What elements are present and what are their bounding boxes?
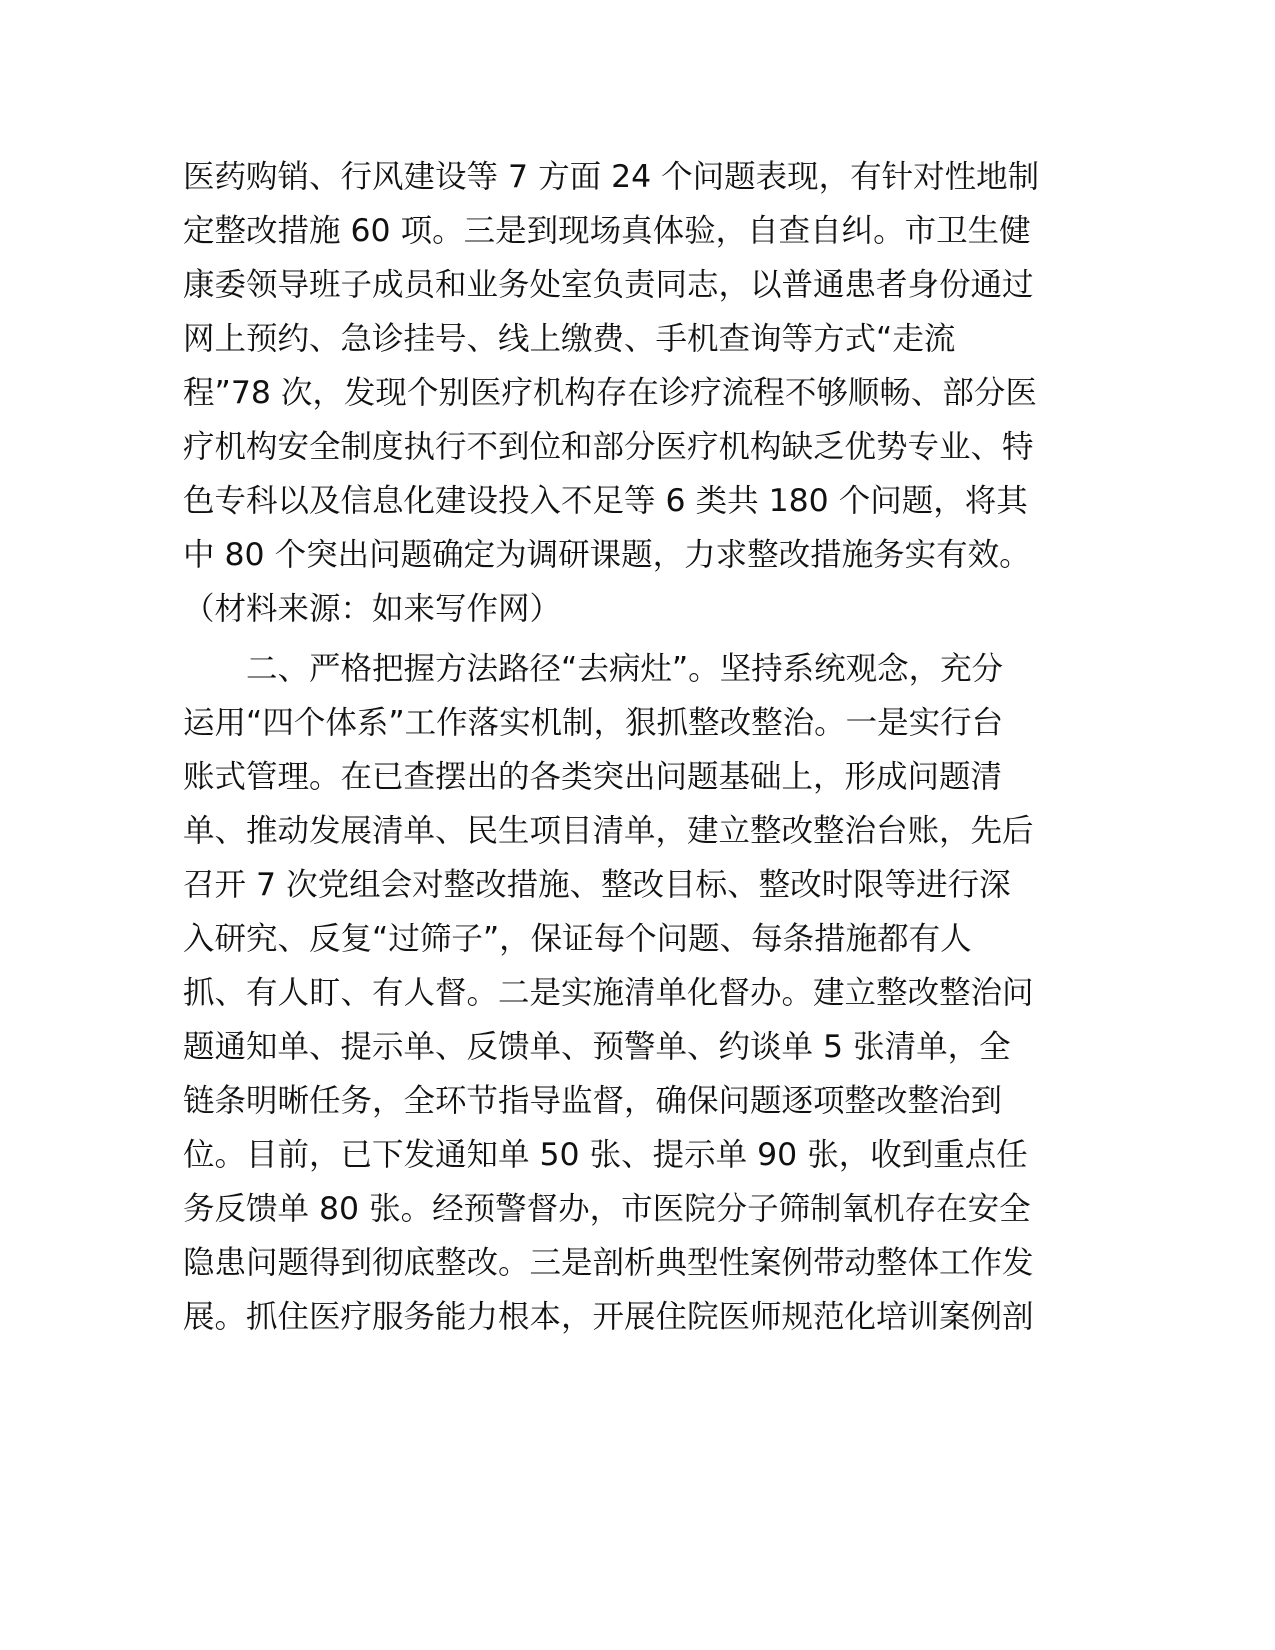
paragraph-2-line: 入研究、反复“过筛子”，保证每个问题、每条措施都有人 (183, 921, 972, 957)
paragraph-1-line: 康委领导班子成员和业务处室负责同志，以普通患者身份通过 (183, 267, 1034, 303)
paragraph-1-line: 网上预约、急诊挂号、线上缴费、手机查询等方式“走流 (183, 321, 956, 357)
paragraph-2-line: 题通知单、提示单、反馈单、预警单、约谈单 5 张清单，全 (183, 1029, 1011, 1065)
paragraph-2-line: 链条明晰任务，全环节指导监督，确保问题逐项整改整治到 (183, 1083, 1003, 1119)
paragraph-1-line: 定整改措施 60 项。三是到现场真体验，自查自纠。市卫生健 (183, 213, 1031, 249)
paragraph-2-line: 抓、有人盯、有人督。二是实施清单化督办。建立整改整治问 (183, 975, 1034, 1011)
paragraph-1 (183, 150, 1063, 636)
paragraph-2-line: 二、严格把握方法路径“去病灶”。坚持系统观念，充分 (246, 651, 1004, 687)
paragraph-2 (183, 642, 1063, 1344)
paragraph-2-line: 位。目前，已下发通知单 50 张、提示单 90 张，收到重点任 (183, 1137, 1028, 1173)
paragraph-2-line: 单、推动发展清单、民生项目清单，建立整改整治台账，先后 (183, 813, 1034, 849)
paragraph-1-line: 疗机构安全制度执行不到位和部分医疗机构缺乏优势专业、特 (183, 429, 1034, 465)
paragraph-2-line: 召开 7 次党组会对整改措施、整改目标、整改时限等进行深 (183, 867, 1011, 903)
paragraph-1-line: 中 80 个突出问题确定为调研课题，力求整改措施务实有效。 (183, 537, 1031, 573)
paragraph-1-line: 程”78 次，发现个别医疗机构存在诊疗流程不够顺畅、部分医 (183, 375, 1037, 411)
paragraph-1-line: 色专科以及信息化建设投入不足等 6 类共 180 个问题，将其 (183, 483, 1028, 519)
paragraph-2-line: 展。抓住医疗服务能力根本，开展住院医师规范化培训案例剖 (183, 1299, 1034, 1335)
paragraph-2-line: 务反馈单 80 张。经预警督办，市医院分子筛制氧机存在安全 (183, 1191, 1031, 1227)
paragraph-2-line: 账式管理。在已查摆出的各类突出问题基础上，形成问题清 (183, 759, 1003, 795)
paragraph-2-line: 隐患问题得到彻底整改。三是剖析典型性案例带动整体工作发 (183, 1245, 1034, 1281)
paragraph-2-line: 运用“四个体系”工作落实机制，狠抓整改整治。一是实行台 (183, 705, 1004, 741)
document-body (183, 150, 1063, 1344)
paragraph-1-line: 医药购销、行风建设等 7 方面 24 个问题表现，有针对性地制 (183, 159, 1040, 195)
source-note: （材料来源：如来写作网） (183, 591, 562, 627)
